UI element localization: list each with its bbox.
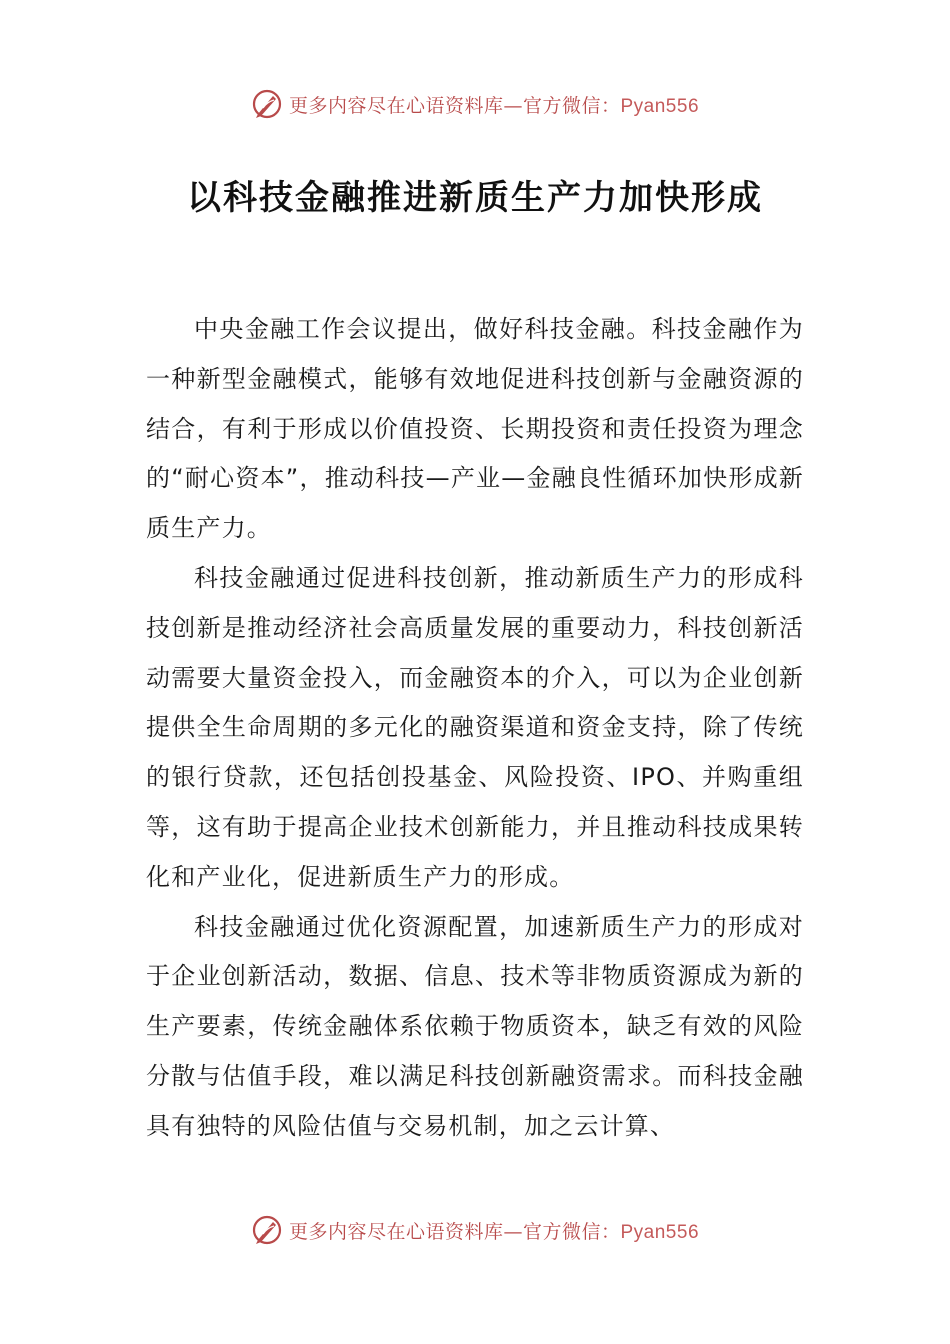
watermark-wechat-id: Pyan556 bbox=[620, 95, 700, 117]
paragraph: 科技金融通过优化资源配置，加速新质生产力的形成对于企业创新活动，数据、信息、技术等非物质资源成为新的生产要素，传统金融体系依赖于物质资本，缺乏有效的风险分散与估值手段，难以满足科技创新融资需求。而科技金融具有独特的风险估值与交易机制，加之云计算、 bbox=[146, 912, 804, 1140]
footer-watermark bbox=[0, 1210, 950, 1250]
document-body bbox=[146, 305, 804, 1152]
header-watermark bbox=[0, 84, 950, 124]
paragraph: 科技金融通过促进科技创新，推动新质生产力的形成科技创新是推动经济社会高质量发展的重要动力，科技创新活动需要大量资金投入，而金融资本的介入，可以为企业创新提供全生命周期的多元化的融资渠道和资金支持，除了传统的银行贷款，还包括创投基金、风险投资、IPO、并购重组等，这有助于提高企业技术创新能力，并且推动科技成果转化和产业化，促进新质生产力的形成。 bbox=[146, 563, 804, 891]
paragraph: 中央金融工作会议提出，做好科技金融。科技金融作为一种新型金融模式，能够有效地促进科技创新与金融资源的结合，有利于形成以价值投资、长期投资和责任投资为理念的“耐心资本”，推动科技—产业—金融良性循环加快形成新质生产力。 bbox=[146, 315, 804, 543]
watermark-label: 更多内容尽在心语资料库—官方微信： bbox=[288, 94, 621, 117]
watermark-wechat-id: Pyan556 bbox=[620, 1221, 700, 1243]
pen-logo-icon bbox=[251, 1214, 283, 1246]
pen-logo-icon bbox=[251, 88, 283, 120]
document-title: 以科技金融推进新质生产力加快形成 bbox=[187, 178, 763, 218]
watermark-text bbox=[289, 91, 699, 118]
watermark-text bbox=[289, 1217, 699, 1244]
watermark-label: 更多内容尽在心语资料库—官方微信： bbox=[288, 1220, 621, 1243]
